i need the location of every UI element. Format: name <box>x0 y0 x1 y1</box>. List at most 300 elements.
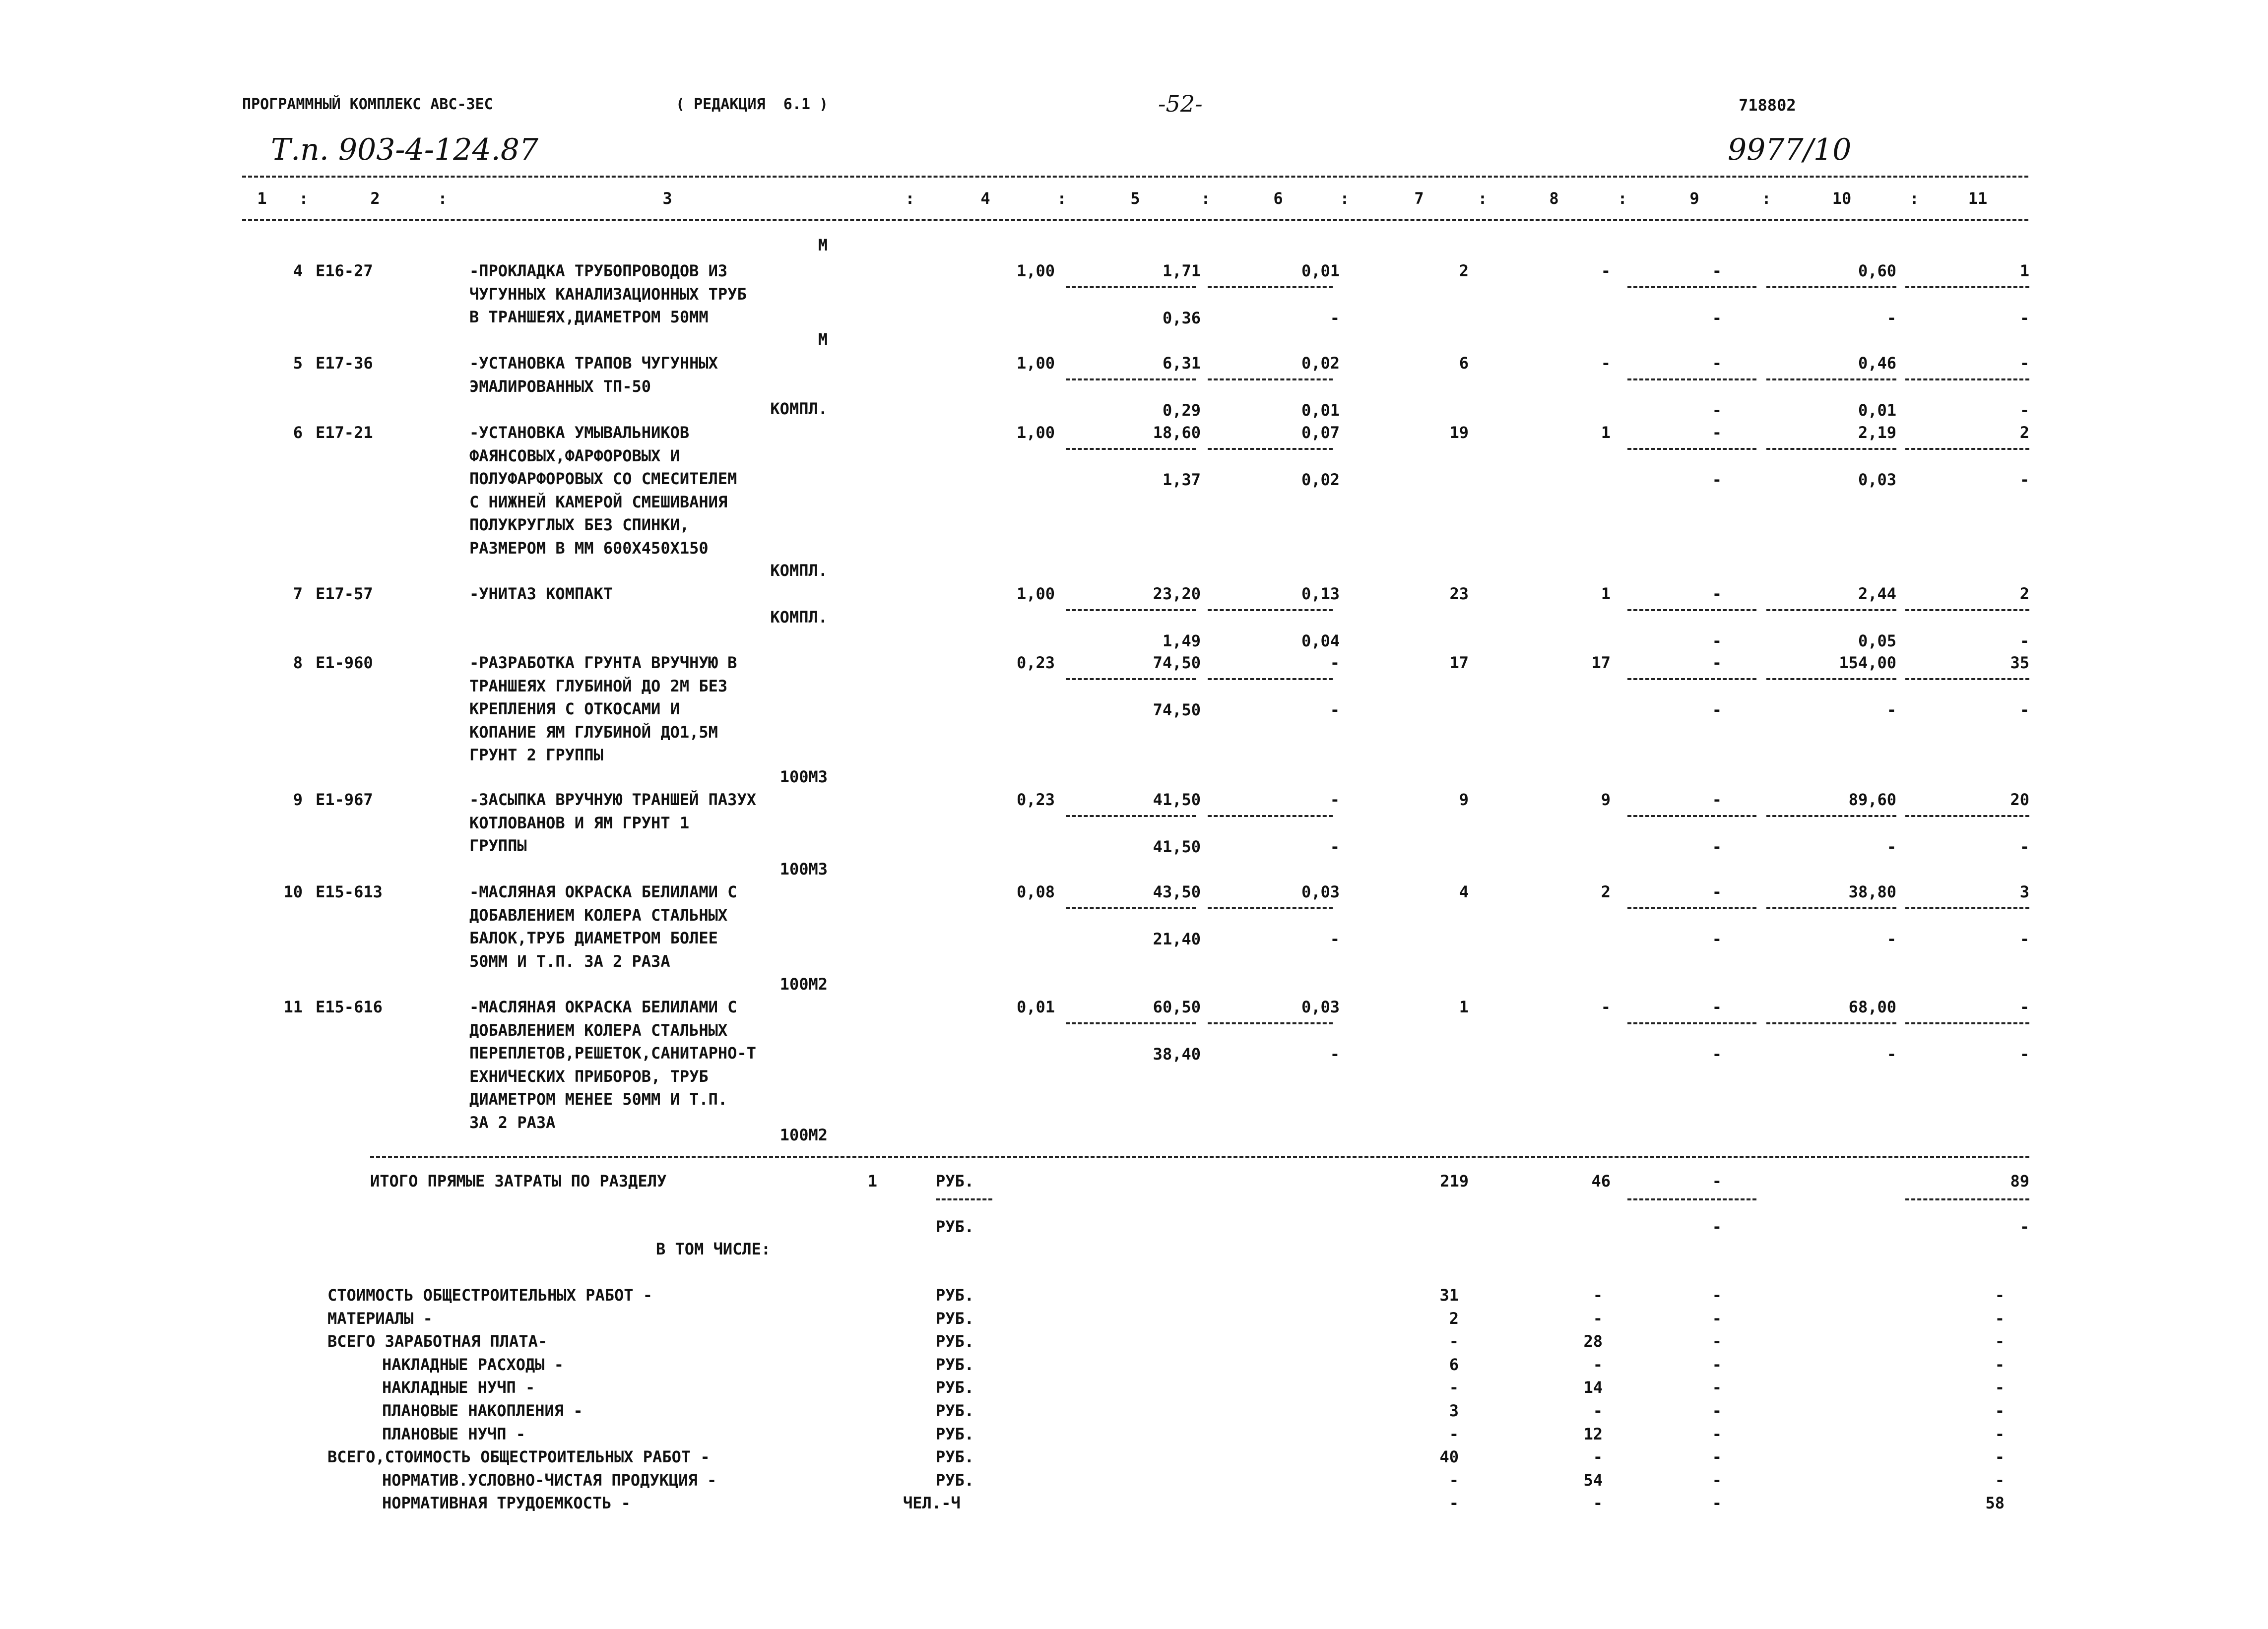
summary-col7: - <box>1449 1470 1459 1490</box>
row-col10-sub: - <box>1886 929 1896 948</box>
summary-unit: РУБ. <box>936 1309 974 1328</box>
row-col10-sub: - <box>1886 837 1896 856</box>
total-col11: 89 <box>2010 1172 2029 1190</box>
row-description-line: КРЕПЛЕНИЯ С ОТКОСАМИ И <box>469 699 680 718</box>
subtotal-rule-col9 <box>1627 378 1756 380</box>
column-separator: : <box>1478 189 1488 208</box>
row-col9-sub: - <box>1712 308 1722 327</box>
row-col10-main: 68,00 <box>1848 998 1896 1016</box>
total-subrule-unit <box>936 1198 992 1200</box>
subtotal-rule-col5 <box>1066 286 1196 288</box>
row-number: 7 <box>293 584 303 603</box>
row-unit: КОМПЛ. <box>770 399 828 418</box>
column-number: 4 <box>980 189 990 208</box>
row-col7: 9 <box>1459 790 1469 809</box>
row-col10-sub: - <box>1886 700 1896 719</box>
row-col10-main: 154,00 <box>1839 653 1896 672</box>
row-code: Е17-57 <box>316 584 373 603</box>
summary-col11: - <box>1995 1424 2005 1443</box>
summary-label: НОРМАТИВ.УСЛОВНО-ЧИСТАЯ ПРОДУКЦИЯ - <box>382 1470 717 1490</box>
row-col8: - <box>1601 354 1611 373</box>
column-separator: : <box>1201 189 1211 208</box>
summary-label: ВСЕГО ЗАРАБОТНАЯ ПЛАТА- <box>327 1332 548 1351</box>
row-description-line: ДИАМЕТРОМ МЕНЕЕ 50ММ И Т.П. <box>469 1090 728 1109</box>
summary-col7: - <box>1449 1494 1459 1513</box>
summary-col11: - <box>1995 1447 2005 1467</box>
summary-unit: РУБ. <box>936 1378 974 1397</box>
total-unit: РУБ. <box>936 1172 974 1190</box>
row-col6-sub: 0,01 <box>1301 400 1340 420</box>
column-number: 11 <box>1968 189 1988 208</box>
column-number: 8 <box>1549 189 1559 208</box>
row-col10-main: 38,80 <box>1848 882 1896 901</box>
row-col5-sub: 74,50 <box>1153 700 1201 719</box>
subtotal-rule-col10 <box>1766 378 1896 380</box>
column-number: 1 <box>257 189 267 208</box>
row-unit: КОМПЛ. <box>770 608 828 627</box>
row-description-line: -МАСЛЯНАЯ ОКРАСКА БЕЛИЛАМИ С <box>469 998 737 1016</box>
total-subrule-col9 <box>1627 1198 1756 1200</box>
subtotal-rule-col6 <box>1208 815 1333 817</box>
total-col7: 219 <box>1440 1172 1469 1190</box>
summary-col7: - <box>1449 1424 1459 1443</box>
summary-col9: - <box>1712 1447 1722 1467</box>
row-number: 8 <box>293 653 303 672</box>
summary-col9: - <box>1712 1494 1722 1513</box>
subtotal-rule-col10 <box>1766 678 1896 680</box>
row-number: 6 <box>293 423 303 442</box>
row-col5-sub: 1,49 <box>1162 631 1201 650</box>
subtotal-rule-col6 <box>1208 378 1333 380</box>
row-col5-sub: 0,36 <box>1162 308 1201 327</box>
row-col11-sub: - <box>2019 700 2029 719</box>
row-col6-main: - <box>1330 790 1340 809</box>
summary-unit: РУБ. <box>936 1470 974 1490</box>
summary-unit: РУБ. <box>936 1424 974 1443</box>
row-col8: - <box>1601 261 1611 280</box>
row-col5-sub: 21,40 <box>1153 929 1201 948</box>
row-unit: М <box>818 330 828 349</box>
row-description-line: КОПАНИЕ ЯМ ГЛУБИНОЙ ДО1,5М <box>469 722 718 742</box>
row-col6-sub: 0,04 <box>1301 631 1340 650</box>
row-col11-sub: - <box>2019 308 2029 327</box>
column-separator: : <box>299 189 309 208</box>
row-code: Е15-616 <box>316 998 383 1016</box>
row-col11-main: - <box>2019 354 2029 373</box>
row-code: Е16-27 <box>316 261 373 280</box>
summary-col8: 14 <box>1583 1378 1603 1397</box>
summary-col9: - <box>1712 1401 1722 1420</box>
row-col9-main: - <box>1712 261 1722 280</box>
row-number: 4 <box>293 261 303 280</box>
row-quantity: 1,00 <box>1016 423 1055 442</box>
row-col10-main: 2,44 <box>1858 584 1896 603</box>
total-col8: 46 <box>1591 1172 1611 1190</box>
summary-col8: - <box>1593 1309 1603 1328</box>
summary-col8: - <box>1593 1447 1603 1467</box>
row-col6-main: 0,07 <box>1301 423 1340 442</box>
row-col9-main: - <box>1712 423 1722 442</box>
summary-col7: 3 <box>1449 1401 1459 1420</box>
subtotal-rule-col11 <box>1905 378 2029 380</box>
row-col9-sub: - <box>1712 929 1722 948</box>
row-col9-main: - <box>1712 584 1722 603</box>
row-unit: КОМПЛ. <box>770 561 828 580</box>
row-code: Е17-36 <box>316 354 373 373</box>
summary-label: СТОИМОСТЬ ОБЩЕСТРОИТЕЛЬНЫХ РАБОТ - <box>327 1286 653 1305</box>
column-number: 3 <box>662 189 672 208</box>
subtotal-rule-col11 <box>1905 1022 2029 1024</box>
row-col9-main: - <box>1712 882 1722 901</box>
row-col5-main: 74,50 <box>1153 653 1201 672</box>
summary-unit: РУБ. <box>936 1286 974 1305</box>
row-col6-sub: - <box>1330 1044 1340 1064</box>
row-col11-main: 2 <box>2019 423 2029 442</box>
row-col9-sub: - <box>1712 700 1722 719</box>
summary-col11: - <box>1995 1355 2005 1374</box>
total-unit-sub: РУБ. <box>936 1217 974 1236</box>
row-col7: 19 <box>1449 423 1469 442</box>
row-col10-main: 0,46 <box>1858 354 1896 373</box>
row-col9-main: - <box>1712 653 1722 672</box>
summary-col11: - <box>1995 1401 2005 1420</box>
summary-col7: 31 <box>1439 1286 1459 1305</box>
summary-label: ПЛАНОВЫЕ НАКОПЛЕНИЯ - <box>382 1401 583 1420</box>
row-col5-main: 43,50 <box>1153 882 1201 901</box>
row-number: 5 <box>293 354 303 373</box>
total-subrule-col11 <box>1905 1198 2029 1200</box>
subtotal-rule-col11 <box>1905 815 2029 817</box>
row-col10-main: 2,19 <box>1858 423 1896 442</box>
column-separator: : <box>1340 189 1350 208</box>
summary-col11: - <box>1995 1286 2005 1305</box>
summary-col11: - <box>1995 1309 2005 1328</box>
row-col7: 2 <box>1459 261 1469 280</box>
row-description-line: -УСТАНОВКА ТРАПОВ ЧУГУННЫХ <box>469 354 718 373</box>
row-col9-sub: - <box>1712 631 1722 650</box>
summary-col7: 6 <box>1449 1355 1459 1374</box>
subtotal-rule-col9 <box>1627 609 1756 611</box>
row-unit: 100М3 <box>779 860 828 878</box>
row-quantity: 0,08 <box>1016 882 1055 901</box>
subtotal-rule-col5 <box>1066 609 1196 611</box>
row-col6-main: - <box>1330 653 1340 672</box>
row-col10-sub: 0,05 <box>1858 631 1896 650</box>
row-col8: - <box>1601 998 1611 1016</box>
page-mark: -52- <box>1158 90 1203 117</box>
summary-col9: - <box>1712 1378 1722 1397</box>
summary-col8: - <box>1593 1355 1603 1374</box>
summary-col9: - <box>1712 1332 1722 1351</box>
row-description-line: ТРАНШЕЯХ ГЛУБИНОЙ ДО 2М БЕЗ <box>469 676 728 695</box>
row-col8: 2 <box>1601 882 1611 901</box>
row-col8: 1 <box>1601 584 1611 603</box>
subtotal-rule-col6 <box>1208 678 1333 680</box>
subtotal-rule-col6 <box>1208 1022 1333 1024</box>
row-description-line: ПОЛУФАРФОРОВЫХ СО СМЕСИТЕЛЕМ <box>469 469 737 488</box>
column-separator: : <box>1761 189 1771 208</box>
summary-unit: РУБ. <box>936 1447 974 1467</box>
subtotal-rule-col9 <box>1627 448 1756 450</box>
row-description-line: ЭМАЛИРОВАННЫХ ТП-50 <box>469 376 651 396</box>
summary-col7: 2 <box>1449 1309 1459 1328</box>
row-unit: 100М3 <box>779 767 828 786</box>
program-title: ПРОГРАММНЫЙ КОМПЛЕКС АВС-ЗЕС <box>242 96 493 113</box>
summary-label: НАКЛАДНЫЕ РАСХОДЫ - <box>382 1355 564 1374</box>
row-col6-main: 0,01 <box>1301 261 1340 280</box>
row-description-line: ЗА 2 РАЗА <box>469 1113 556 1132</box>
row-col11-sub: - <box>2019 1044 2029 1064</box>
row-number: 10 <box>283 882 303 901</box>
row-col10-sub: - <box>1886 308 1896 327</box>
row-col5-main: 1,71 <box>1162 261 1201 280</box>
row-col8: 17 <box>1591 653 1611 672</box>
subtotal-rule-col9 <box>1627 907 1756 909</box>
row-col10-sub: - <box>1886 1044 1896 1064</box>
summary-col11: 58 <box>1985 1494 2005 1513</box>
subtotal-rule-col11 <box>1905 286 2029 288</box>
row-description-line: КОТЛОВАНОВ И ЯМ ГРУНТ 1 <box>469 813 690 832</box>
subtotal-rule-col9 <box>1627 286 1756 288</box>
row-col5-sub: 38,40 <box>1153 1044 1201 1064</box>
subtotal-rule-col6 <box>1208 448 1333 450</box>
subtotal-rule-col5 <box>1066 448 1196 450</box>
row-number: 11 <box>283 998 303 1016</box>
final-unit: 100М2 <box>779 1126 828 1144</box>
row-col8: 9 <box>1601 790 1611 809</box>
row-col9-main: - <box>1712 354 1722 373</box>
column-number: 2 <box>370 189 380 208</box>
summary-col11: - <box>1995 1470 2005 1490</box>
row-description-line: -ЗАСЫПКА ВРУЧНУЮ ТРАНШЕЙ ПАЗУХ <box>469 790 756 809</box>
summary-col11: - <box>1995 1332 2005 1351</box>
row-description-line: ЧУГУННЫХ КАНАЛИЗАЦИОННЫХ ТРУБ <box>469 284 747 304</box>
sheet-number: 9977/10 <box>1728 132 1852 167</box>
summary-label: НАКЛАДНЫЕ НУЧП - <box>382 1378 535 1397</box>
row-col6-main: 0,13 <box>1301 584 1340 603</box>
row-description-line: -ПРОКЛАДКА ТРУБОПРОВОДОВ ИЗ <box>469 261 728 280</box>
subtotal-rule-col5 <box>1066 378 1196 380</box>
summary-label: МАТЕРИАЛЫ - <box>327 1309 433 1328</box>
row-description-line: ЕХНИЧЕСКИХ ПРИБОРОВ, ТРУБ <box>469 1066 709 1086</box>
row-col9-main: - <box>1712 790 1722 809</box>
row-col6-sub: - <box>1330 929 1340 948</box>
subtotal-rule-col10 <box>1766 448 1896 450</box>
summary-label: ВСЕГО,СТОИМОСТЬ ОБЩЕСТРОИТЕЛЬНЫХ РАБОТ - <box>327 1447 710 1467</box>
row-code: Е15-613 <box>316 882 383 901</box>
column-separator: : <box>438 189 448 208</box>
column-number: 6 <box>1273 189 1283 208</box>
row-col6-main: 0,02 <box>1301 354 1340 373</box>
row-col5-main: 18,60 <box>1153 423 1201 442</box>
subtotal-rule-col10 <box>1766 609 1896 611</box>
column-number: 10 <box>1832 189 1852 208</box>
totals-rule <box>370 1156 2029 1158</box>
row-code: Е1-967 <box>316 790 373 809</box>
summary-col8: 54 <box>1583 1470 1603 1490</box>
header-rule-top <box>242 176 2028 178</box>
row-col11-main: 3 <box>2019 882 2029 901</box>
column-number: 7 <box>1414 189 1424 208</box>
row-code: Е17-21 <box>316 423 373 442</box>
subtotal-rule-col11 <box>1905 448 2029 450</box>
subtotal-rule-col9 <box>1627 815 1756 817</box>
column-separator: : <box>1618 189 1627 208</box>
row-col6-main: 0,03 <box>1301 998 1340 1016</box>
row-col11-main: 2 <box>2019 584 2029 603</box>
row-col7: 1 <box>1459 998 1469 1016</box>
subtotal-rule-col10 <box>1766 1022 1896 1024</box>
row-col11-sub: - <box>2019 929 2029 948</box>
row-col7: 23 <box>1449 584 1469 603</box>
summary-col9: - <box>1712 1355 1722 1374</box>
subtotal-rule-col5 <box>1066 1022 1196 1024</box>
row-col6-sub: - <box>1330 837 1340 856</box>
summary-label: ПЛАНОВЫЕ НУЧП - <box>382 1424 525 1443</box>
row-col6-main: 0,03 <box>1301 882 1340 901</box>
row-col6-sub: 0,02 <box>1301 470 1340 489</box>
summary-label: НОРМАТИВНАЯ ТРУДОЕМКОСТЬ - <box>382 1494 631 1513</box>
row-description-line: -МАСЛЯНАЯ ОКРАСКА БЕЛИЛАМИ С <box>469 882 737 901</box>
subtotal-rule-col9 <box>1627 678 1756 680</box>
total-section: 1 <box>867 1172 877 1190</box>
subtotal-rule-col11 <box>1905 609 2029 611</box>
row-description-line: -УНИТАЗ КОМПАКТ <box>469 584 613 603</box>
row-description-line: 50ММ И Т.П. ЗА 2 РАЗА <box>469 951 670 971</box>
row-col10-main: 0,60 <box>1858 261 1896 280</box>
subtotal-rule-col5 <box>1066 678 1196 680</box>
row-unit: М <box>818 236 828 254</box>
subtotal-rule-col6 <box>1208 907 1333 909</box>
subtotal-rule-col10 <box>1766 815 1896 817</box>
summary-col7: - <box>1449 1332 1459 1351</box>
document-number: 718802 <box>1739 96 1796 115</box>
row-description-line: БАЛОК,ТРУБ ДИАМЕТРОМ БОЛЕЕ <box>469 929 718 947</box>
row-col9-main: - <box>1712 998 1722 1016</box>
row-col5-main: 60,50 <box>1153 998 1201 1016</box>
summary-col9: - <box>1712 1309 1722 1328</box>
total-col11-sub: - <box>2019 1217 2029 1236</box>
row-col6-sub: - <box>1330 700 1340 719</box>
summary-col7: - <box>1449 1378 1459 1397</box>
summary-col8: 12 <box>1583 1424 1603 1443</box>
summary-unit: РУБ. <box>936 1401 974 1420</box>
row-col5-sub: 0,29 <box>1162 400 1201 420</box>
total-col9-sub: - <box>1712 1217 1722 1236</box>
row-code: Е1-960 <box>316 653 373 672</box>
header-rule-bottom <box>242 219 2028 221</box>
row-col7: 17 <box>1449 653 1469 672</box>
row-col9-sub: - <box>1712 1044 1722 1064</box>
row-col8: 1 <box>1601 423 1611 442</box>
row-col9-sub: - <box>1712 837 1722 856</box>
row-col10-sub: 0,03 <box>1858 470 1896 489</box>
column-number: 9 <box>1689 189 1699 208</box>
row-description-line: ГРУНТ 2 ГРУППЫ <box>469 746 603 764</box>
total-col9: - <box>1712 1172 1722 1190</box>
subtotal-rule-col10 <box>1766 286 1896 288</box>
row-description-line: ДОБАВЛЕНИЕМ КОЛЕРА СТАЛЬНЫХ <box>469 905 728 925</box>
subtotal-rule-col5 <box>1066 815 1196 817</box>
row-description-line: ПОЛУКРУГЛЫХ БЕЗ СПИНКИ, <box>469 515 690 534</box>
total-label: ИТОГО ПРЯМЫЕ ЗАТРАТЫ ПО РАЗДЕЛУ <box>370 1172 667 1190</box>
row-col11-main: - <box>2019 998 2029 1016</box>
row-col11-main: 20 <box>2010 790 2029 809</box>
subtotal-rule-col6 <box>1208 286 1333 288</box>
row-quantity: 1,00 <box>1016 261 1055 280</box>
row-col5-sub: 1,37 <box>1162 470 1201 489</box>
row-description-line: ГРУППЫ <box>469 836 527 855</box>
row-col11-sub: - <box>2019 400 2029 420</box>
project-code: Т.п. 903-4-124.87 <box>271 132 539 167</box>
summary-col9: - <box>1712 1286 1722 1305</box>
row-col6-sub: - <box>1330 308 1340 327</box>
row-col5-main: 6,31 <box>1162 354 1201 373</box>
row-col5-main: 23,20 <box>1153 584 1201 603</box>
row-quantity: 0,01 <box>1016 998 1055 1016</box>
summary-unit: РУБ. <box>936 1355 974 1374</box>
row-unit: 100М2 <box>779 975 828 994</box>
row-quantity: 0,23 <box>1016 790 1055 809</box>
row-description-line: РАЗМЕРОМ В ММ 600Х450Х150 <box>469 538 709 558</box>
row-description-line: -УСТАНОВКА УМЫВАЛЬНИКОВ <box>469 423 690 442</box>
row-col10-sub: 0,01 <box>1858 400 1896 420</box>
summary-unit: РУБ. <box>936 1332 974 1351</box>
summary-unit: ЧЕЛ.-Ч <box>903 1494 961 1513</box>
summary-col9: - <box>1712 1424 1722 1443</box>
column-separator: : <box>1057 189 1067 208</box>
row-quantity: 1,00 <box>1016 354 1055 373</box>
row-col7: 4 <box>1459 882 1469 901</box>
row-description-line: ФАЯНСОВЫХ,ФАРФОРОВЫХ И <box>469 446 680 465</box>
program-edition: ( РЕДАКЦИЯ 6.1 ) <box>676 96 829 113</box>
summary-col8: - <box>1593 1286 1603 1305</box>
row-col11-main: 1 <box>2019 261 2029 280</box>
row-col10-main: 89,60 <box>1848 790 1896 809</box>
subtotal-rule-col9 <box>1627 1022 1756 1024</box>
in-that-heading: В ТОМ ЧИСЛЕ: <box>656 1240 771 1258</box>
row-col11-main: 35 <box>2010 653 2029 672</box>
row-number: 9 <box>293 790 303 809</box>
row-col11-sub: - <box>2019 631 2029 650</box>
column-number: 5 <box>1130 189 1140 208</box>
row-col5-main: 41,50 <box>1153 790 1201 809</box>
summary-col8: - <box>1593 1401 1603 1420</box>
column-separator: : <box>1909 189 1919 208</box>
row-col9-sub: - <box>1712 400 1722 420</box>
subtotal-rule-col11 <box>1905 678 2029 680</box>
row-col11-sub: - <box>2019 470 2029 489</box>
row-description-line: С НИЖНЕЙ КАМЕРОЙ СМЕШИВАНИЯ <box>469 492 728 511</box>
subtotal-rule-col10 <box>1766 907 1896 909</box>
row-col11-sub: - <box>2019 837 2029 856</box>
summary-col7: 40 <box>1439 1447 1459 1467</box>
row-col9-sub: - <box>1712 470 1722 489</box>
row-description-line: -РАЗРАБОТКА ГРУНТА ВРУЧНУЮ В <box>469 653 737 672</box>
subtotal-rule-col6 <box>1208 609 1333 611</box>
subtotal-rule-col11 <box>1905 907 2029 909</box>
summary-col9: - <box>1712 1470 1722 1490</box>
row-description-line: ПЕРЕПЛЕТОВ,РЕШЕТОК,САНИТАРНО-Т <box>469 1044 756 1063</box>
row-quantity: 0,23 <box>1016 653 1055 672</box>
row-col5-sub: 41,50 <box>1153 837 1201 856</box>
row-col7: 6 <box>1459 354 1469 373</box>
summary-col8: 28 <box>1583 1332 1603 1351</box>
subtotal-rule-col5 <box>1066 907 1196 909</box>
row-quantity: 1,00 <box>1016 584 1055 603</box>
summary-col11: - <box>1995 1378 2005 1397</box>
column-separator: : <box>905 189 915 208</box>
